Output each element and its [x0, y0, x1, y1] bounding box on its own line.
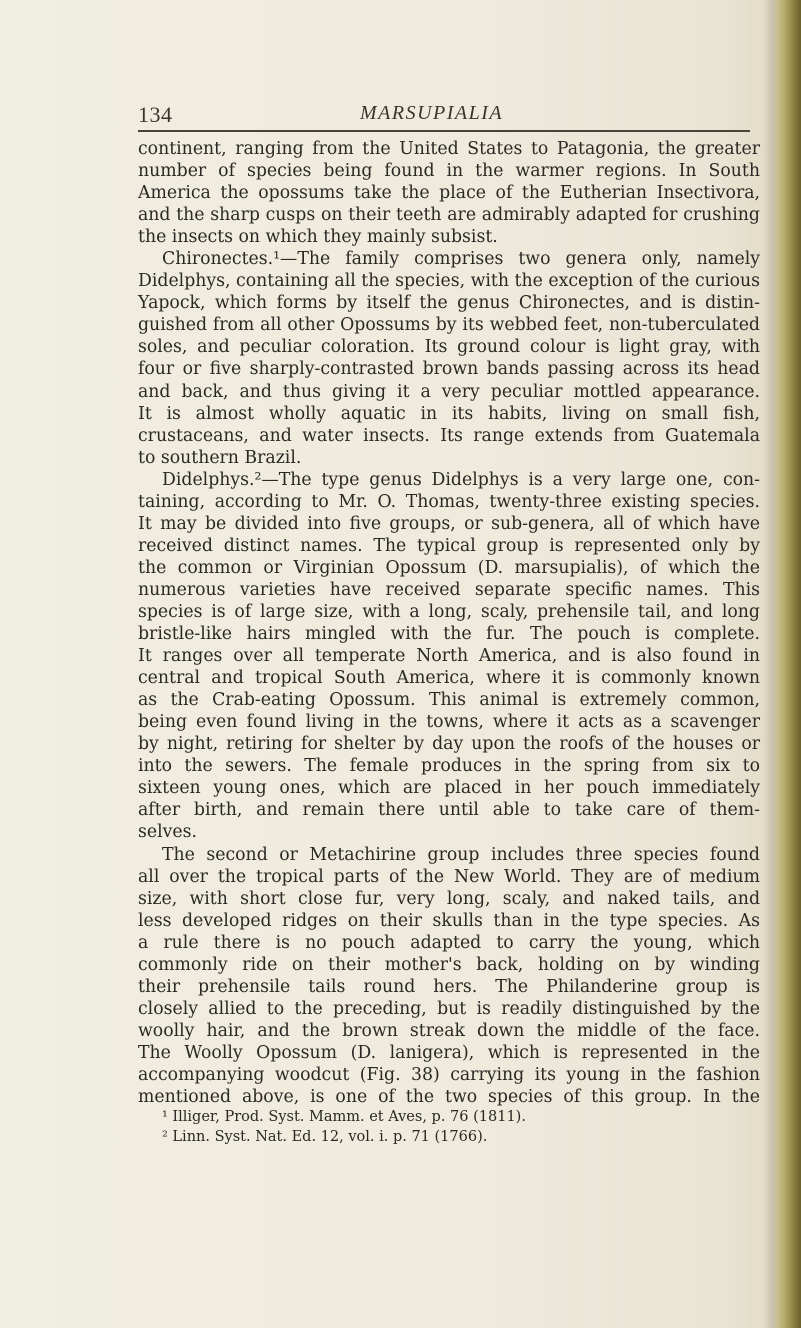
text-line: and the sharp cusps on their teeth are admirably adapted for crushing — [138, 205, 760, 226]
text-line: selves. — [138, 822, 197, 843]
footnote: ² Linn. Syst. Nat. Ed. 12, vol. i. p. 71 (1766). — [162, 1129, 488, 1145]
text-line: a rule there is no pouch adapted to carry the young, which — [138, 932, 760, 953]
footnote: ¹ Illiger, Prod. Syst. Mamm. et Aves, p. 76 (1811). — [162, 1109, 526, 1125]
text-line: received distinct names. The typical group is represented only by — [138, 535, 760, 556]
text-line: species is of large size, with a long, scaly, prehensile tail, and long — [138, 601, 760, 622]
text-line: the common or Virginian Opossum (D. marsupialis), of which the — [138, 557, 760, 578]
text-line: all over the tropical parts of the New World. They are of medium — [138, 866, 760, 887]
text-line: closely allied to the preceding, but is readily distinguished by the — [138, 998, 760, 1019]
text-line: The second or Metachirine group includes three species found — [162, 844, 760, 865]
text-line: soles, and peculiar coloration. Its ground colour is light gray, with — [138, 337, 760, 358]
text-line: It may be divided into five groups, or sub-genera, all of which have — [138, 513, 760, 534]
text-line: after birth, and remain there until able to take care of them- — [138, 800, 760, 821]
text-line: four or five sharply-contrasted brown bands passing across its head — [138, 359, 760, 380]
text-line: The Woolly Opossum (D. lanigera), which is represented in the — [138, 1042, 760, 1063]
text-line: crustaceans, and water insects. Its range extends from Guatemala — [138, 425, 760, 446]
text-line: their prehensile tails round hers. The Philanderine group is — [138, 976, 760, 997]
text-line: being even found living in the towns, where it acts as a scavenger — [138, 712, 760, 733]
text-line: guished from all other Opossums by its webbed feet, non-tuberculated — [138, 315, 760, 336]
header-rule — [138, 130, 750, 132]
running-head — [0, 98, 801, 128]
body-text — [138, 138, 760, 1108]
text-line: commonly ride on their mother's back, holding on by winding — [138, 954, 760, 975]
page-edge — [775, 0, 801, 1328]
text-line: less developed ridges on their skulls than in the type species. As — [138, 910, 760, 931]
text-line: and back, and thus giving it a very peculiar mottled appearance. — [138, 381, 760, 402]
text-line: accompanying woodcut (Fig. 38) carrying its young in the fashion — [138, 1064, 760, 1085]
text-line: Chironectes.¹—The family comprises two genera only, namely — [162, 249, 760, 270]
text-line: woolly hair, and the brown streak down the middle of the face. — [138, 1020, 760, 1041]
text-line: Didelphys, containing all the species, with the exception of the curious — [138, 271, 760, 292]
footnotes — [138, 1107, 760, 1147]
text-line: Yapock, which forms by itself the genus Chironectes, and is distin- — [138, 293, 760, 314]
text-line: by night, retiring for shelter by day upon the roofs of the houses or — [138, 734, 760, 755]
text-line: number of species being found in the warmer regions. In South — [138, 161, 760, 182]
text-line: to southern Brazil. — [138, 447, 302, 468]
text-line: continent, ranging from the United States to Patagonia, the greater — [138, 139, 760, 159]
section-title: MARSUPIALIA — [360, 102, 504, 124]
text-line: mentioned above, is one of the two species of this group. In the — [138, 1087, 760, 1108]
text-line: numerous varieties have received separate specific names. This — [138, 579, 760, 600]
text-line: It ranges over all temperate North America, and is also found in — [138, 646, 760, 667]
page-number: 134 — [138, 102, 173, 127]
text-line: as the Crab-eating Opossum. This animal is extremely common, — [138, 690, 760, 711]
text-line: It is almost wholly aquatic in its habits, living on small fish, — [138, 403, 760, 424]
text-line: the insects on which they mainly subsist. — [138, 227, 498, 248]
text-line: America the opossums take the place of the Eutherian Insectivora, — [138, 183, 760, 204]
text-line: sixteen young ones, which are placed in her pouch immediately — [138, 778, 760, 799]
text-line: bristle-like hairs mingled with the fur. The pouch is complete. — [138, 624, 760, 645]
text-line: into the sewers. The female produces in the spring from six to — [138, 756, 760, 777]
text-line: central and tropical South America, where it is commonly known — [138, 668, 760, 689]
text-line: taining, according to Mr. O. Thomas, twenty-three existing species. — [138, 491, 760, 512]
text-line: Didelphys.²—The type genus Didelphys is a very large one, con- — [162, 469, 760, 490]
page-edge-shadow — [763, 0, 775, 1328]
text-line: size, with short close fur, very long, scaly, and naked tails, and — [138, 888, 760, 909]
